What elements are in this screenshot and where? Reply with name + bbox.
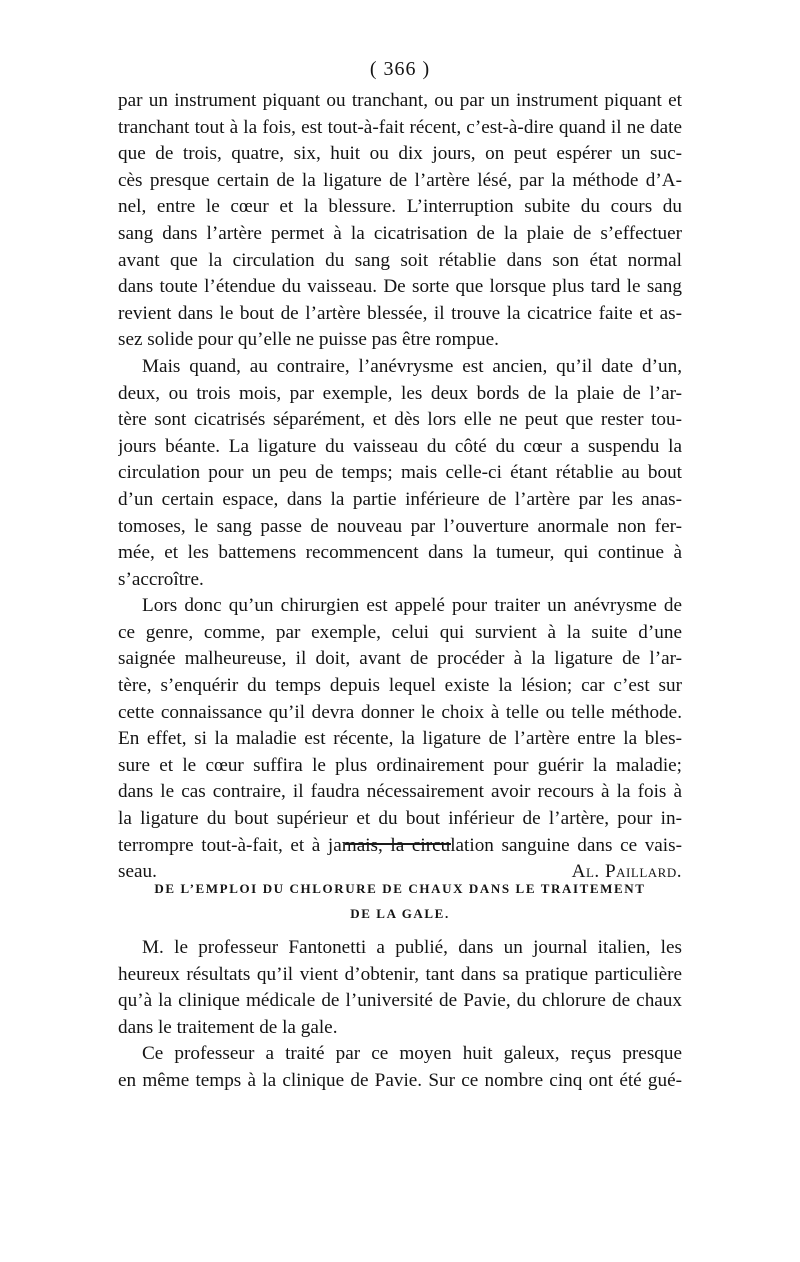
text-line: qu’à la clinique médicale de l’université de Pavie, du chlorure de chaux [118,990,682,1012]
text-line: ce genre, comme, par exemple, celui qui survient à la suite d’une [118,621,682,643]
page-number: ( 366 ) [369,58,431,80]
text-line: Mais quand, au contraire, l’anévrysme est ancien, qu’il date d’un, [142,355,682,377]
text-line: circulation pour un peu de temps; mais celle-ci étant rétablie au bout [118,462,682,484]
text-line: dans toute l’étendue du vaisseau. De sorte que lorsque plus tard le sang [118,276,682,298]
text-line: Ce professeur a traité par ce moyen huit galeux, reçus presque [142,1043,682,1065]
text-line: tère sont cicatrisés séparément, et dès lors elle ne peut que rester tou- [118,409,682,431]
text-line: tranchant tout à la fois, est tout-à-fait récent, c’est-à-dire quand il ne date [118,116,682,138]
text-line: sure et le cœur suffira le plus ordinairement pour guérir la maladie; [118,754,682,776]
text-line: d’un certain espace, dans la partie inférieure de l’artère par les anas- [118,488,682,510]
text-line: mée, et les battemens recommencent dans la tumeur, qui continue à [118,542,682,564]
text-line: s’accroître. [118,568,204,590]
text-line: par un instrument piquant ou tranchant, ou par un instrument piquant et [118,90,682,111]
text-line: seau. [118,861,157,883]
text-line: cès presque certain de la ligature de l’artère lésé, par la méthode d’A- [118,169,682,191]
text-line: la ligature du bout supérieur et du bout inférieur de l’artère, pour in- [118,808,682,830]
text-line: heureux résultats qu’il vient d’obtenir, tant dans sa pratique particulière [118,963,682,985]
text-line: sang dans l’artère permet à la cicatrisation de la plaie de s’effectuer [118,222,682,244]
text-line: deux, ou trois mois, par exemple, les deux bords de la plaie de l’ar- [118,382,682,404]
article-chlorure-text [118,935,682,1095]
text-line: saignée malheureuse, il doit, avant de procéder à la ligature de l’ar- [118,648,682,670]
text-line: cette connaissance qu’il devra donner le choix à telle ou telle méthode. [118,701,682,723]
text-line: sez solide pour qu’elle ne puisse pas être rompue. [118,329,499,351]
text-line: nel, entre le cœur et la blessure. L’interruption subite du cours du [118,196,682,218]
text-line: que de trois, quatre, six, huit ou dix jours, on peut espérer un suc- [118,143,682,165]
article-aneurysm-text [118,88,682,886]
author-signature: Al. Paillard. [571,861,682,883]
text-line: en même temps à la clinique de Pavie. Sur ce nombre cinq ont été gué- [118,1069,682,1091]
section-divider [345,843,451,845]
text-line: dans le traitement de la gale. [118,1016,338,1038]
text-line: revient dans le bout de l’artère blessée, il trouve la cicatrice faite et as- [118,302,682,324]
text-line: dans le cas contraire, il faudra nécessairement avoir recours à la fois à [118,781,682,803]
section-title-continued: DE LA GALE. [350,906,450,921]
text-line: jours béante. La ligature du vaisseau du côté du cœur a suspendu la [118,435,682,457]
section-title: DE L’EMPLOI DU CHLORURE DE CHAUX DANS LE TRAITEMENT [154,881,646,896]
text-line: Lors donc qu’un chirurgien est appelé pour traiter un anévrysme de [142,595,682,617]
text-line: M. le professeur Fantonetti a publié, dans un journal italien, les [142,937,682,958]
text-line: terrompre tout-à-fait, et à jamais, la circulation sanguine dans ce vais- [118,834,682,856]
text-line: avant que la circulation du sang soit rétablie dans son état normal [118,249,682,271]
text-line: tère, s’enquérir du temps depuis lequel existe la lésion; car c’est sur [118,675,682,697]
text-line: En effet, si la maladie est récente, la ligature de l’artère entre la bles- [118,728,682,750]
text-line: tomoses, le sang passe de nouveau par l’ouverture anormale non fer- [118,515,682,537]
